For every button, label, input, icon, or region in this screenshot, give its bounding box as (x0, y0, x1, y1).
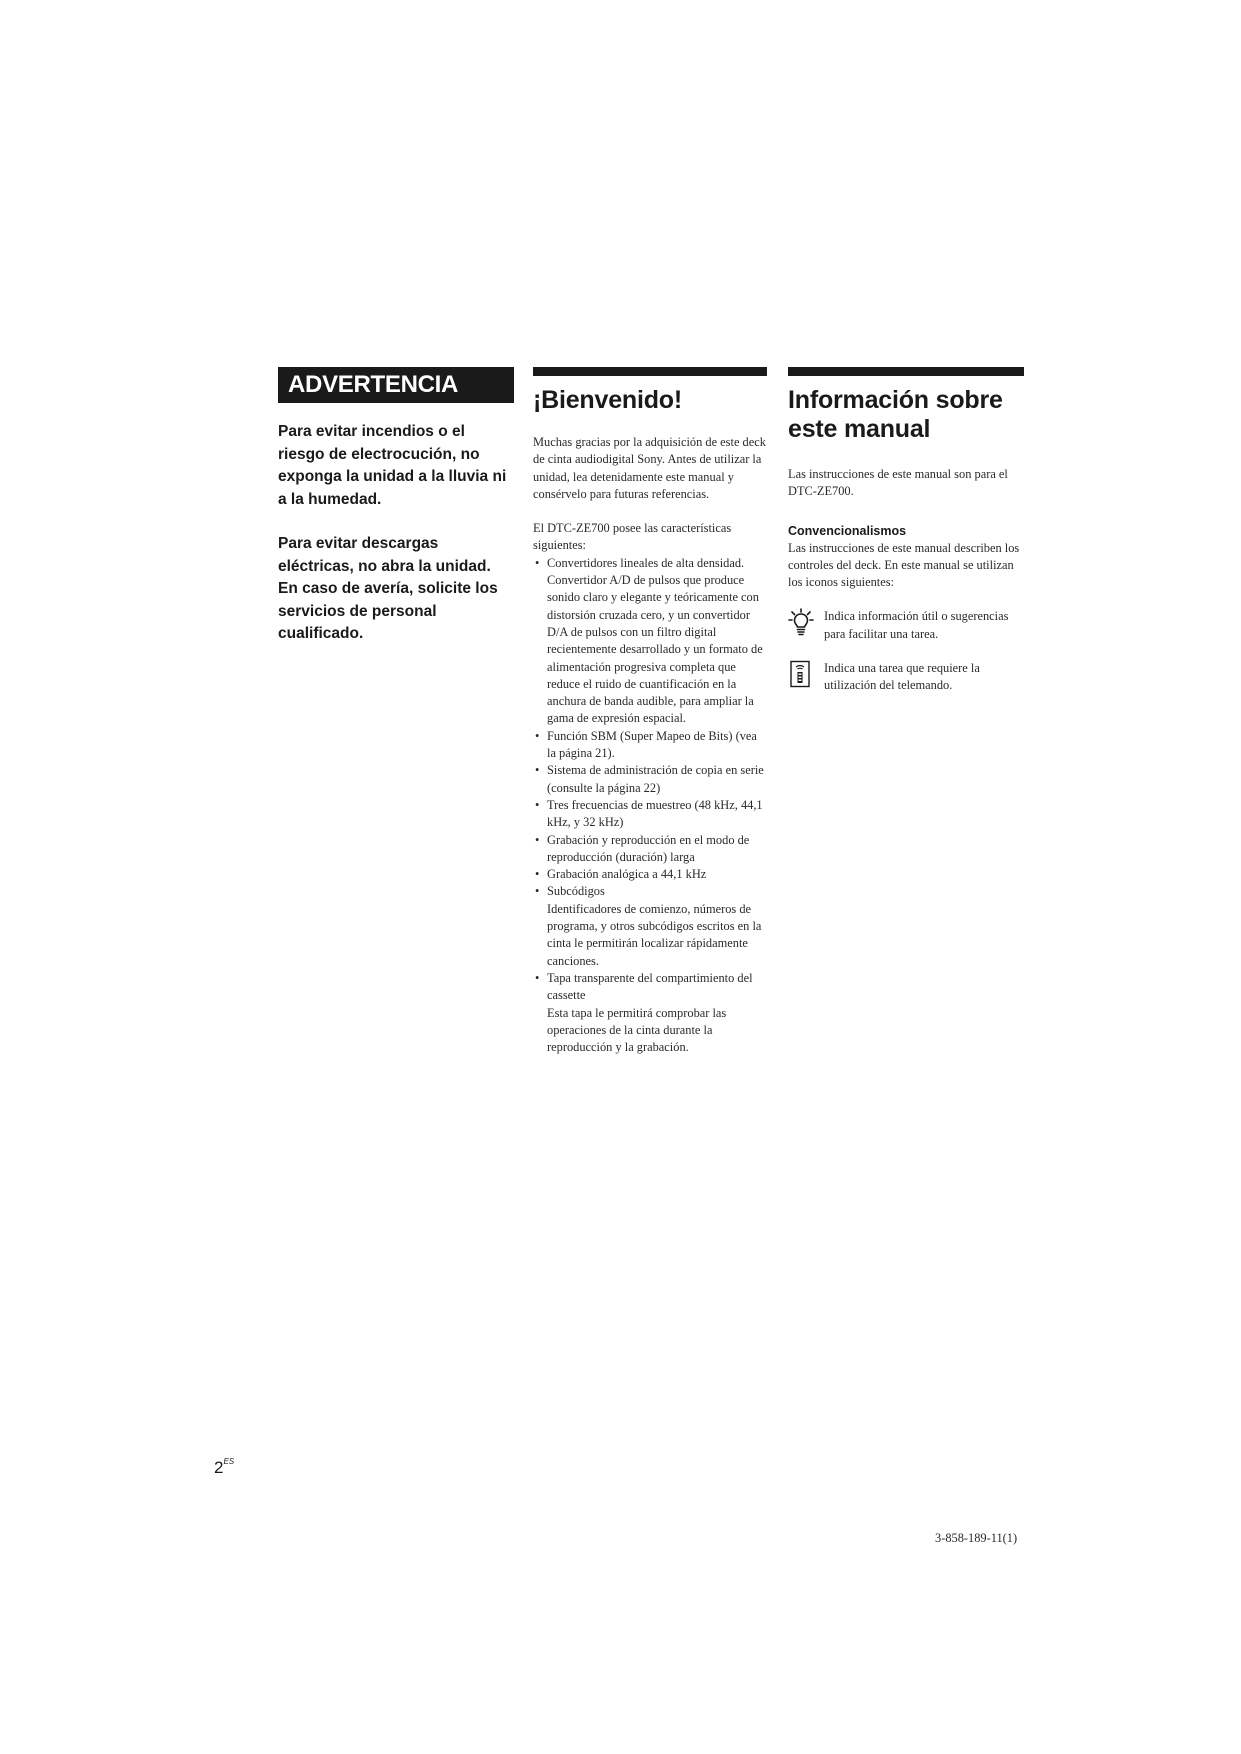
warning-shock-text: Para evitar descargas eléctricas, no abra la unidad. En caso de avería, solicite los servicios de personal cualificado. (278, 535, 498, 642)
remote-legend-text: Indica una tarea que requiere la utilización del telemando. (824, 661, 980, 693)
page-number-value: 2 (214, 1458, 224, 1477)
welcome-section (533, 367, 767, 1056)
feature-title: • Tapa transparente del compartimiento del cassette (547, 970, 753, 1003)
features-list (533, 555, 767, 1057)
feature-title: • Grabación analógica a 44,1 kHz (547, 867, 707, 882)
list-item (533, 866, 767, 883)
page-number (214, 1458, 234, 1478)
document-code: 3-858-189-11(1) (935, 1531, 1018, 1545)
lightbulb-icon (788, 608, 814, 636)
welcome-intro: Muchas gracias por la adquisición de este deck de cinta audiodigital Sony. Antes de utilizar la unidad, lea detenidamente este manual y consérvelo para futuras referencias. (533, 435, 766, 501)
feature-title: • Sistema de administración de copia en serie (consulte la página 22) (547, 763, 764, 795)
remote-legend-row (788, 660, 1024, 695)
list-item (533, 883, 767, 969)
feature-description: Convertidor A/D de pulsos que produce sonido claro y elegante y teóricamente con distorsión cruzada cero, y un convertidor D/A de pulsos con un filtro digital recientemente desarrollado y un formato de alimentación progresiva completa que reduce el ruido de cuantificación en la anchura de banda audible, para ampliar la gama de expresión espacial. (547, 573, 763, 726)
tip-legend-row (788, 608, 1024, 643)
about-title: Información sobre este manual (788, 386, 1003, 443)
welcome-title: ¡Bienvenido! (533, 386, 682, 414)
feature-title: • Tres frecuencias de muestreo (48 kHz, 44,1 kHz, y 32 kHz) (547, 797, 763, 830)
feature-title: • Convertidores lineales de alta densidad. (547, 555, 745, 570)
remote-control-icon (788, 660, 814, 688)
page-language-suffix: ES (223, 1457, 235, 1466)
feature-title: • Función SBM (Super Mapeo de Bits) (vea la página 21). (547, 728, 757, 761)
conventions-heading: Convencionalismos (788, 523, 907, 538)
warning-title: ADVERTENCIA (278, 367, 514, 403)
list-item (533, 762, 767, 797)
warning-fire-text: Para evitar incendios o el riesgo de electrocución, no exponga la unidad a la lluvia ni a la humedad. (278, 423, 507, 508)
list-item (533, 728, 767, 763)
heading-bar (788, 367, 1024, 376)
list-item (533, 832, 767, 867)
about-manual-section (788, 367, 1024, 695)
feature-description: Identificadores de comienzo, números de programa, y otros subcódigos escritos en la cinta le permitirán localizar rápidamente canciones. (547, 901, 762, 968)
heading-bar (533, 367, 767, 376)
features-intro: El DTC-ZE700 posee las características siguientes: (533, 521, 732, 553)
feature-description: Esta tapa le permitirá comprobar las operaciones de la cinta durante la reproducción y la grabación. (547, 1005, 727, 1055)
warning-section (278, 367, 514, 646)
list-item (533, 797, 767, 832)
list-item (533, 970, 767, 1056)
tip-legend-text: Indica información útil o sugerencias para facilitar una tarea. (824, 609, 1009, 641)
list-item (533, 555, 767, 728)
conventions-text: Las instrucciones de este manual describen los controles del deck. En este manual se utilizan los iconos siguientes: (788, 540, 1020, 590)
about-intro: Las instrucciones de este manual son para el DTC-ZE700. (788, 467, 1008, 499)
feature-title: • Subcódigos (547, 884, 605, 899)
feature-title: • Grabación y reproducción en el modo de reproducción (duración) larga (547, 832, 750, 864)
